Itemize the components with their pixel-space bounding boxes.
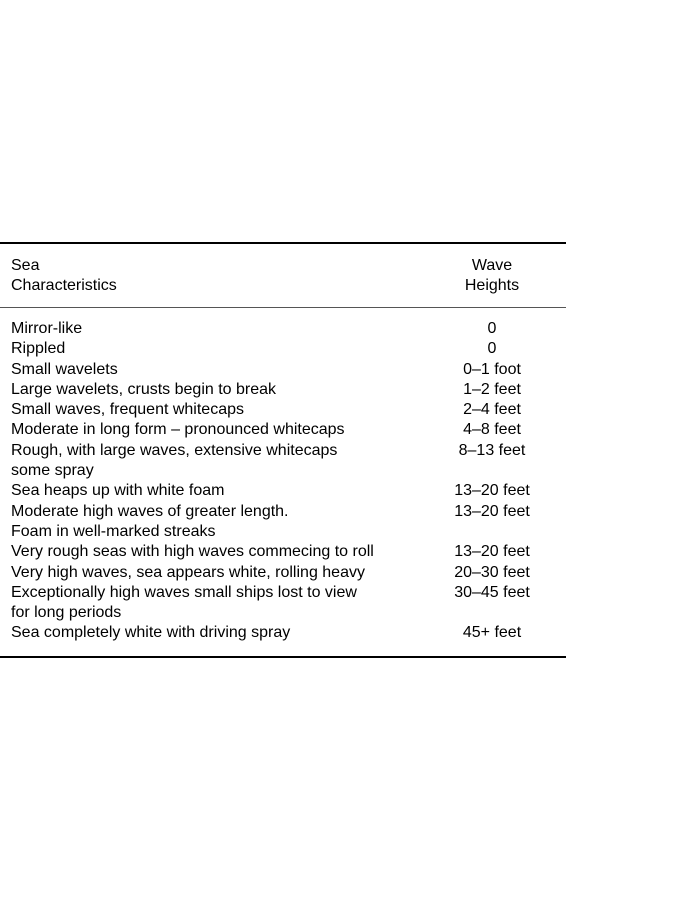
cell-sea-line: Sea heaps up with white foam bbox=[11, 482, 225, 500]
cell-sea-line: Rough, with large waves, extensive whitecaps bbox=[11, 441, 338, 459]
header-wave-heights bbox=[422, 256, 566, 296]
cell-sea-line: Rippled bbox=[11, 340, 66, 358]
sea-state-table bbox=[0, 242, 566, 658]
table-row bbox=[0, 380, 566, 400]
table-row bbox=[0, 400, 566, 420]
cell-sea-characteristics bbox=[0, 360, 422, 380]
table-header bbox=[0, 244, 566, 307]
cell-wave-height: 30–45 feet bbox=[454, 583, 530, 601]
table-row bbox=[0, 360, 566, 380]
cell-sea-characteristics bbox=[0, 502, 422, 543]
table-row bbox=[0, 583, 566, 624]
cell-sea-characteristics bbox=[0, 583, 422, 624]
cell-sea-line: Small waves, frequent whitecaps bbox=[11, 401, 244, 419]
cell-sea-characteristics bbox=[0, 481, 422, 501]
header-wave-line-2: Heights bbox=[464, 277, 520, 294]
cell-sea-line: Sea completely white with driving spray bbox=[11, 624, 291, 642]
cell-wave-height: 8–13 feet bbox=[458, 441, 526, 459]
cell-wave-height: 2–4 feet bbox=[463, 401, 521, 419]
cell-sea-characteristics bbox=[0, 563, 422, 583]
cell-sea-line: Small wavelets bbox=[11, 360, 118, 378]
cell-sea-characteristics bbox=[0, 420, 422, 440]
cell-sea-line: Exceptionally high waves small ships lost to view bbox=[11, 583, 357, 601]
table-row bbox=[0, 481, 566, 501]
table-bottom-rule bbox=[0, 656, 566, 658]
cell-sea-characteristics bbox=[0, 542, 422, 562]
header-sea-characteristics bbox=[0, 256, 422, 296]
cell-wave-height: 13–20 feet bbox=[454, 502, 530, 520]
table-row bbox=[0, 441, 566, 482]
table-body bbox=[0, 308, 566, 656]
cell-sea-characteristics bbox=[0, 380, 422, 400]
table-row bbox=[0, 563, 566, 583]
header-sea-line-2: Characteristics bbox=[11, 277, 117, 294]
cell-sea-line: Very rough seas with high waves commecing to roll bbox=[11, 543, 374, 561]
table-row bbox=[0, 319, 566, 339]
cell-wave-height: 13–20 feet bbox=[454, 543, 530, 561]
cell-sea-line: Large wavelets, crusts begin to break bbox=[11, 380, 277, 398]
cell-sea-characteristics bbox=[0, 441, 422, 482]
header-sea-line-1: Sea bbox=[11, 257, 40, 274]
cell-wave-height: 0 bbox=[487, 320, 497, 337]
cell-wave-height: 13–20 feet bbox=[454, 482, 530, 500]
cell-wave-height: 45+ feet bbox=[462, 624, 522, 642]
table-row bbox=[0, 623, 566, 643]
cell-sea-characteristics bbox=[0, 339, 422, 359]
table-row bbox=[0, 420, 566, 440]
cell-sea-line: for long periods bbox=[11, 604, 122, 622]
cell-sea-line: Moderate in long form – pronounced whitecaps bbox=[11, 421, 345, 439]
table-row bbox=[0, 502, 566, 543]
cell-sea-line: some spray bbox=[11, 462, 94, 480]
cell-sea-line: Very high waves, sea appears white, rolling heavy bbox=[11, 563, 365, 581]
cell-sea-line: Moderate high waves of greater length. bbox=[11, 502, 289, 520]
header-wave-line-1: Wave bbox=[471, 257, 513, 274]
cell-sea-characteristics bbox=[0, 400, 422, 420]
cell-wave-height: 1–2 feet bbox=[463, 380, 521, 398]
cell-sea-line: Foam in well-marked streaks bbox=[11, 522, 216, 540]
cell-sea-characteristics bbox=[0, 623, 422, 643]
cell-wave-height: 4–8 feet bbox=[463, 421, 521, 439]
cell-wave-height: 0 bbox=[487, 340, 497, 358]
cell-wave-height: 20–30 feet bbox=[454, 563, 530, 581]
cell-wave-height: 0–1 foot bbox=[463, 360, 521, 378]
cell-sea-line: Mirror-like bbox=[11, 320, 83, 337]
table-row bbox=[0, 339, 566, 359]
cell-sea-characteristics bbox=[0, 319, 422, 339]
table-row bbox=[0, 542, 566, 562]
